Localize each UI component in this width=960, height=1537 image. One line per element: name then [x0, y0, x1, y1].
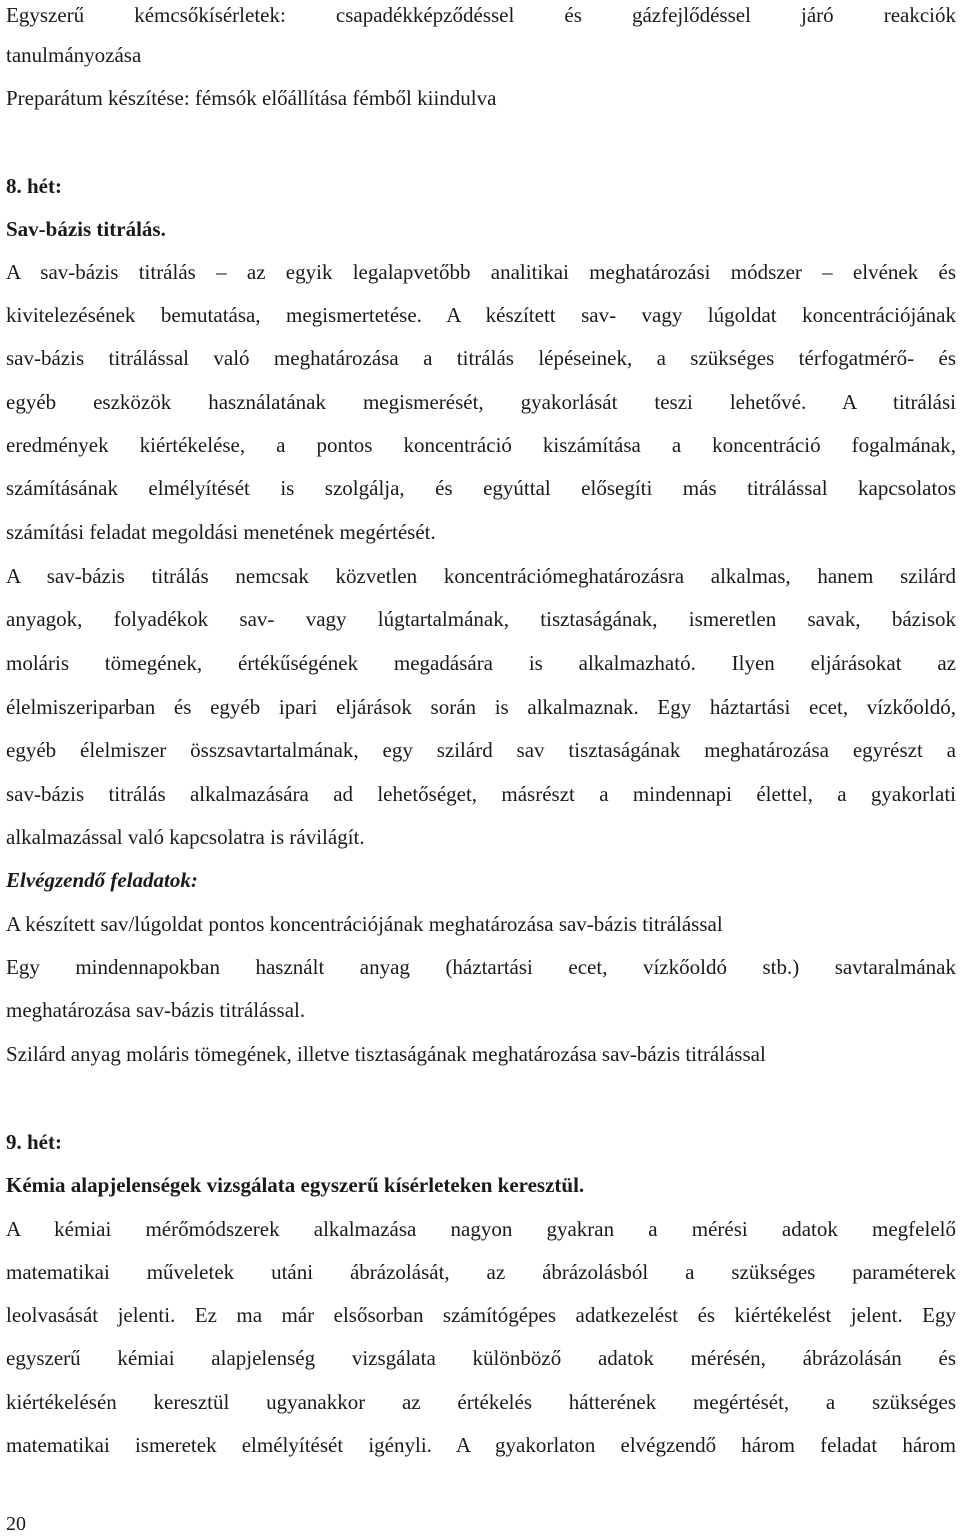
text-line: eredmények kiértékelése, a pontos koncentráció kiszámítása a koncentráció fogalmának, — [6, 433, 956, 457]
text-line: A kémiai mérőmódszerek alkalmazása nagyon gyakran a mérési adatok megfelelő — [6, 1217, 956, 1241]
week-8-heading: 8. hét: — [6, 174, 62, 198]
task-item: Szilárd anyag moláris tömegének, illetve tisztaságának meghatározása sav-bázis titrálással — [6, 1042, 766, 1066]
task-item: A készített sav/lúgoldat pontos koncentrációjának meghatározása sav-bázis titrálással — [6, 912, 723, 936]
page-number: 20 — [6, 1513, 26, 1535]
text-line: tanulmányozása — [6, 43, 142, 67]
task-item: Egy mindennapokban használt anyag (háztartási ecet, vízkőoldó stb.) savtaralmának — [6, 955, 956, 979]
text-line: számítási feladat megoldási menetének megértését. — [6, 520, 436, 544]
text-line: egyéb élelmiszer összsavtartalmának, egy szilárd sav tisztaságának meghatározása egyrészt a — [6, 738, 956, 762]
text-line: A sav-bázis titrálás nemcsak közvetlen koncentrációmeghatározásra alkalmas, hanem szilárd — [6, 564, 956, 588]
text-line: egyszerű kémiai alapjelenség vizsgálata különböző adatok mérésén, ábrázolásán és — [6, 1346, 956, 1370]
text-line: egyéb eszközök használatának megismerését, gyakorlását teszi lehetővé. A titrálási — [6, 390, 956, 414]
text-line: alkalmazással való kapcsolatra is rávilágít. — [6, 825, 365, 849]
text-line: matematikai műveletek utáni ábrázolását, az ábrázolásból a szükséges paraméterek — [6, 1260, 956, 1284]
text-line: Preparátum készítése: fémsók előállítása fémből kiindulva — [6, 86, 497, 110]
text-line: élelmiszeriparban és egyéb ipari eljárások során is alkalmaznak. Egy háztartási ecet, vízkőoldó, — [6, 695, 956, 719]
task-item-continued: meghatározása sav-bázis titrálással. — [6, 998, 306, 1022]
text-line: anyagok, folyadékok sav- vagy lúgtartalmának, tisztaságának, ismeretlen savak, bázisok — [6, 607, 956, 631]
section-title-titration: Sav-bázis titrálás. — [6, 217, 166, 241]
text-line: Egyszerű kémcsőkísérletek: csapadékképződéssel és gázfejlődéssel járó reakciók — [6, 3, 956, 27]
text-line: sav-bázis titrálás alkalmazására ad lehetőséget, másrészt a mindennapi élettel, a gyakorlati — [6, 782, 956, 806]
text-line: sav-bázis titrálással való meghatározása a titrálás lépéseinek, a szükséges térfogatmérő- és — [6, 346, 956, 370]
week-9-heading: 9. hét: — [6, 1130, 62, 1154]
tasks-heading: Elvégzendő feladatok: — [6, 868, 198, 892]
text-line: moláris tömegének, értékűségének megadására is alkalmazható. Ilyen eljárásokat az — [6, 651, 956, 675]
text-line: kiértékelésén keresztül ugyanakkor az értékelés hátterének megértését, a szükséges — [6, 1390, 956, 1414]
text-line: matematikai ismeretek elmélyítését igényli. A gyakorlaton elvégzendő három feladat három — [6, 1433, 956, 1457]
text-line: számításának elmélyítését is szolgálja, és egyúttal elősegíti más titrálással kapcsolatos — [6, 476, 956, 500]
section-title-basic-phenomena: Kémia alapjelenségek vizsgálata egyszerű kísérleteken keresztül. — [6, 1173, 585, 1197]
text-line: A sav-bázis titrálás – az egyik legalapvetőbb analitikai meghatározási módszer – elvének és — [6, 260, 956, 284]
text-line: kivitelezésének bemutatása, megismertetése. A készített sav- vagy lúgoldat koncentrációjának — [6, 303, 956, 327]
text-line: leolvasását jelenti. Ez ma már elsősorban számítógépes adatkezelést és kiértékelést jelent. Egy — [6, 1303, 956, 1327]
